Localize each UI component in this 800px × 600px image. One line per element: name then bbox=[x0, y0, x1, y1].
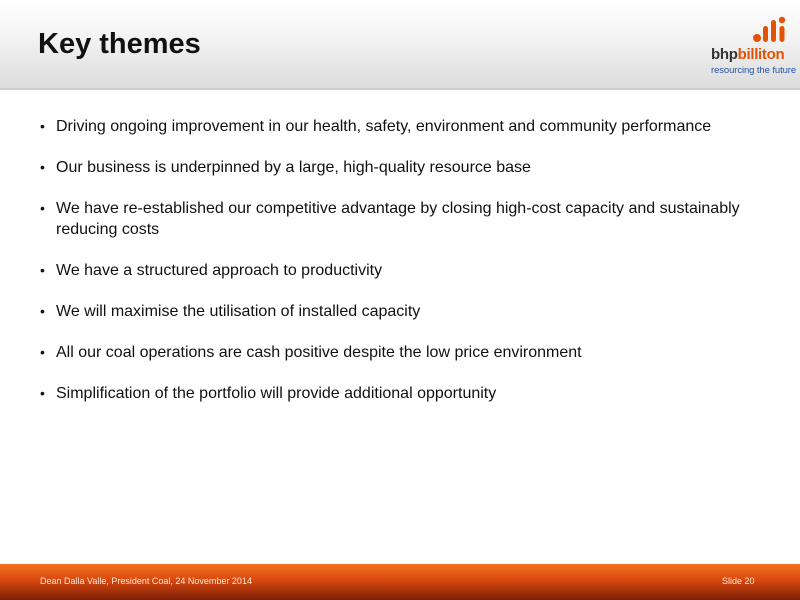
slide-title: Key themes bbox=[38, 28, 201, 60]
bullet-list bbox=[40, 116, 760, 424]
bullet-item: • Our business is underpinned by a large, high-quality resource base bbox=[40, 157, 760, 178]
logo-wordmark: bhpbilliton bbox=[711, 46, 785, 63]
header-divider bbox=[0, 88, 800, 90]
bullet-item: • We will maximise the utilisation of installed capacity bbox=[40, 301, 760, 322]
footer-presenter-info: Dean Dalla Valle, President Coal, 24 November 2014 bbox=[40, 576, 252, 586]
bullet-item: • We have a structured approach to productivity bbox=[40, 260, 760, 281]
slide-footer bbox=[0, 564, 800, 600]
slide-number: Slide 20 bbox=[722, 576, 755, 586]
company-logo bbox=[700, 14, 797, 80]
bullet-item: • All our coal operations are cash positive despite the low price environment bbox=[40, 342, 760, 363]
bhp-dots-logo-icon bbox=[752, 14, 786, 44]
bullet-item: • Driving ongoing improvement in our health, safety, environment and community performance bbox=[40, 116, 760, 137]
logo-tagline: resourcing the future bbox=[711, 65, 797, 76]
bullet-item: • We have re-established our competitive advantage by closing high-cost capacity and sustainably reducing costs bbox=[40, 198, 760, 240]
bullet-item: • Simplification of the portfolio will provide additional opportunity bbox=[40, 383, 760, 404]
slide-header bbox=[0, 0, 800, 88]
